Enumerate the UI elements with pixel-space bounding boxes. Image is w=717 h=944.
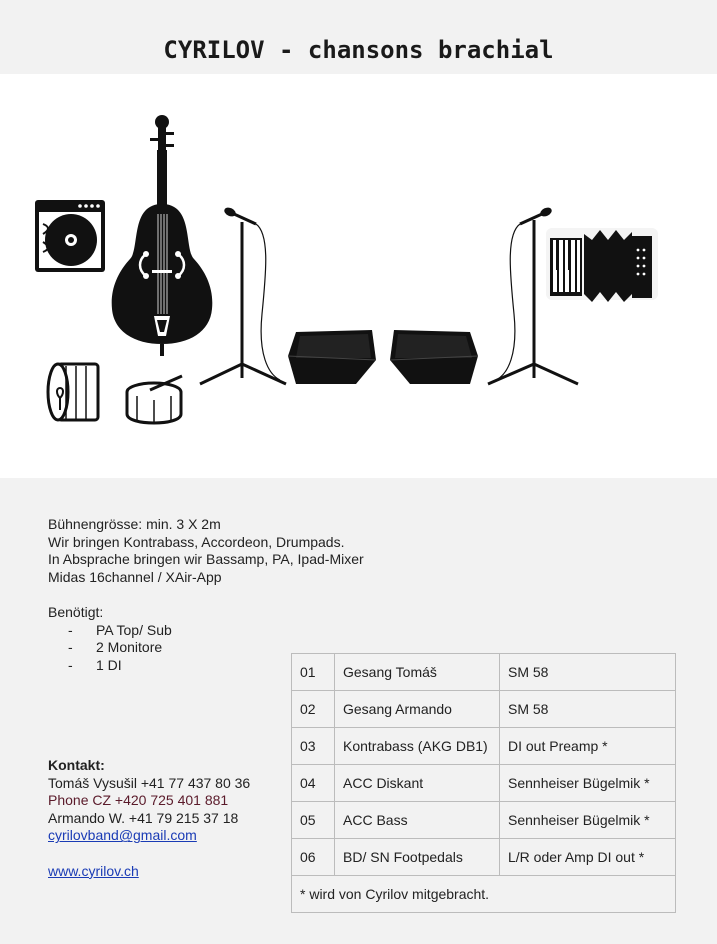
table-row	[292, 876, 676, 913]
needed-item: - 1 DI	[48, 657, 388, 675]
needed-item: - 2 Monitore	[48, 639, 388, 657]
stage-plot	[0, 74, 717, 478]
channel-source: Gesang Tomáš	[335, 654, 500, 691]
channel-mic: DI out Preamp *	[500, 728, 676, 765]
email-link[interactable]: cyrilovband@gmail.com	[48, 827, 197, 844]
channel-mic: Sennheiser Bügelmik *	[500, 802, 676, 839]
bass-amp-icon	[35, 200, 105, 272]
snare-drum-icon	[127, 376, 182, 423]
table-row	[292, 839, 676, 876]
needed-heading: Benötigt:	[48, 603, 104, 620]
bass-drum-icon	[48, 364, 98, 420]
table-row	[292, 691, 676, 728]
stage-monitor-right-icon	[390, 330, 478, 384]
table-footnote: * wird von Cyrilov mitgebracht.	[292, 876, 676, 913]
stage-monitor-left-icon	[288, 330, 376, 384]
stage-requirements	[48, 516, 388, 674]
channel-source: Kontrabass (AKG DB1)	[335, 728, 500, 765]
page-title: CYRILOV - chansons brachial	[163, 36, 554, 64]
table-row	[292, 654, 676, 691]
microphone-stand-left-icon	[200, 206, 286, 384]
channel-number: 02	[292, 691, 335, 728]
table-row	[292, 765, 676, 802]
stage-plot-drawing	[0, 74, 717, 478]
channel-source: BD/ SN Footpedals	[335, 839, 500, 876]
channel-mic: L/R oder Amp DI out *	[500, 839, 676, 876]
channel-source: Gesang Armando	[335, 691, 500, 728]
channel-number: 03	[292, 728, 335, 765]
contact-person-1: Tomáš Vysušil +41 77 437 80 36	[48, 774, 251, 791]
channel-list-table	[291, 653, 676, 913]
channel-mic: SM 58	[500, 654, 676, 691]
mixer-line: Midas 16channel / XAir-App	[48, 568, 222, 585]
double-bass-icon	[112, 115, 213, 356]
needed-item: - PA Top/ Sub	[48, 622, 388, 640]
channel-number: 05	[292, 802, 335, 839]
contact-block	[48, 757, 250, 880]
channel-mic: Sennheiser Bügelmik *	[500, 765, 676, 802]
stage-size-line: Bühnengrösse: min. 3 X 2m	[48, 516, 221, 532]
channel-number: 06	[292, 839, 335, 876]
table-row	[292, 728, 676, 765]
contact-phone-cz: Phone CZ +420 725 401 881	[48, 792, 229, 809]
table-row	[292, 802, 676, 839]
contact-person-2: Armando W. +41 79 215 37 18	[48, 809, 239, 826]
we-bring-line: Wir bringen Kontrabass, Accordeon, Drumpads.	[48, 533, 345, 550]
accordion-icon	[546, 228, 658, 302]
contact-heading: Kontakt:	[48, 757, 105, 773]
channel-number: 04	[292, 765, 335, 802]
channel-source: ACC Diskant	[335, 765, 500, 802]
channel-mic: SM 58	[500, 691, 676, 728]
by-arrangement-line: In Absprache bringen wir Bassamp, PA, Ipad-Mixer	[48, 551, 364, 568]
website-link[interactable]: www.cyrilov.ch	[48, 862, 139, 879]
channel-source: ACC Bass	[335, 802, 500, 839]
channel-number: 01	[292, 654, 335, 691]
